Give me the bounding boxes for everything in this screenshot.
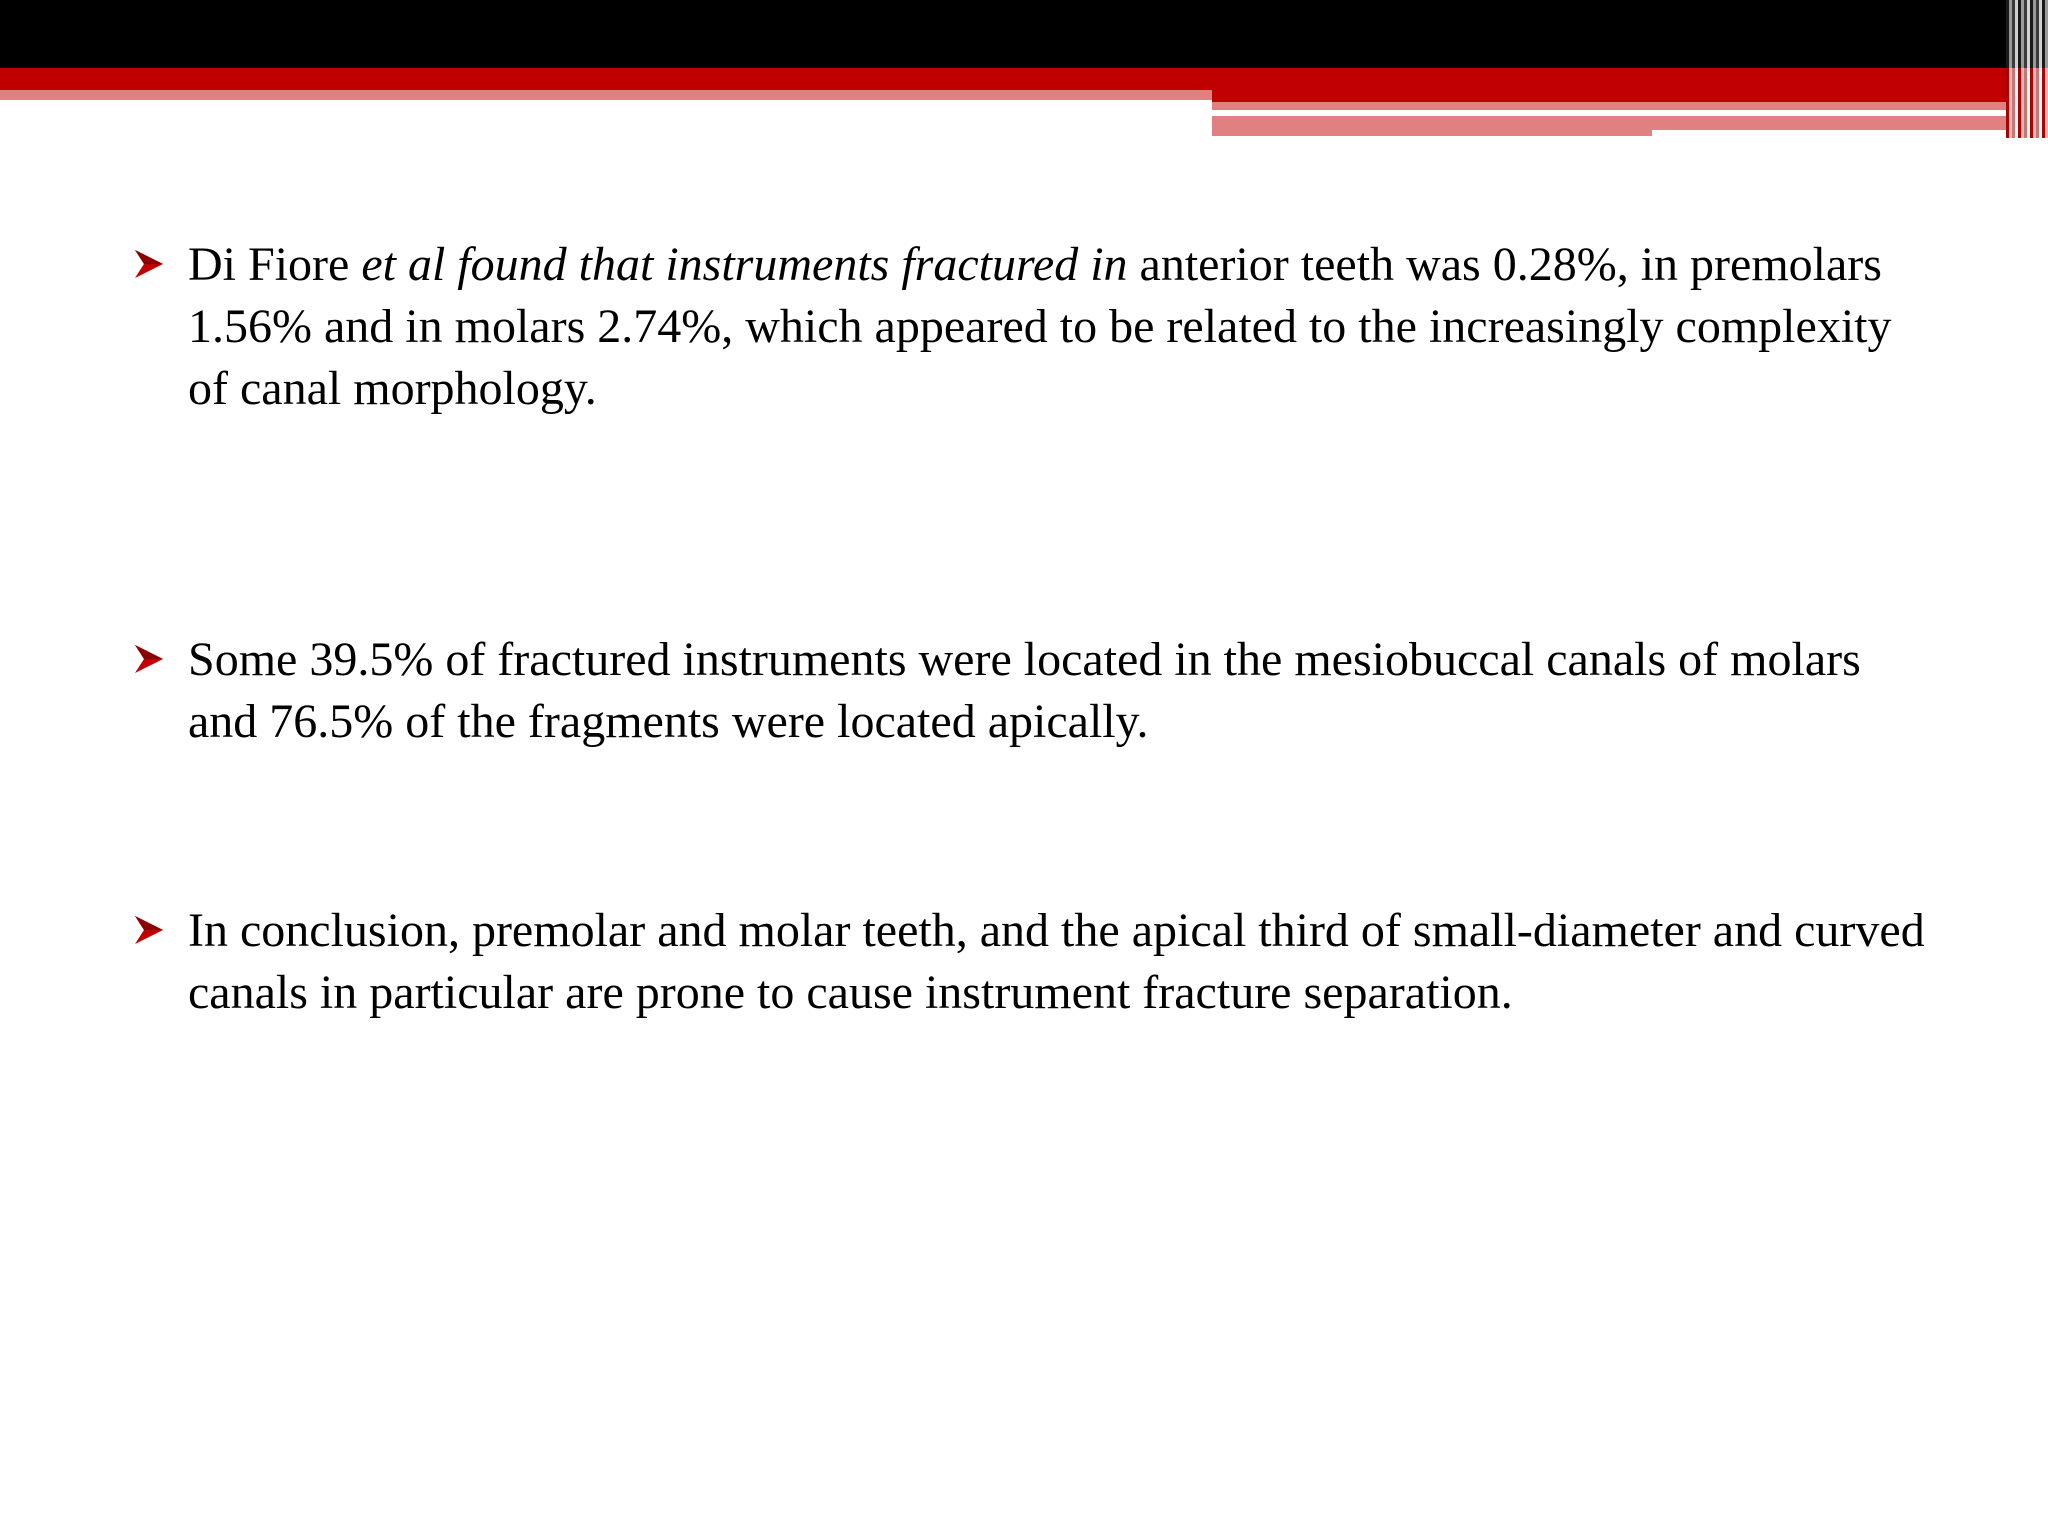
bullet-2-text: Some 39.5% of fractured instruments were located in the mesiobuccal canals of molars and 76.5% of the fragments were located apically. <box>188 633 1861 748</box>
edge-stripes-decoration-lower <box>2006 68 2048 138</box>
arrow-bullet-icon <box>132 247 166 281</box>
bullet-1-text-a: Di Fiore <box>188 238 362 291</box>
bullet-item-3 <box>130 900 1930 1024</box>
bullet-1-text-b: anterior teeth was 0.28%, in premolars 1.56% and in molars 2.74%, which appeared to be related to the increasingly complexity of canal morphology. <box>188 238 1892 415</box>
header-pink-tab-2 <box>1652 116 2010 130</box>
header-red-band-right <box>1212 90 2048 102</box>
bullet-item-2 <box>130 629 1930 753</box>
bullet-3-text: In conclusion, premolar and molar teeth, and the apical third of small-diameter and curved canals in particular are prone to cause instrument fracture separation. <box>188 904 1925 1019</box>
header-pink-band-right <box>1212 102 2048 110</box>
header-black-band <box>0 0 2048 68</box>
bullet-item-1 <box>130 234 1930 420</box>
header-pink-tab <box>1212 116 1652 136</box>
bullet-1-text-italic: et al found that instruments fractured in <box>361 238 1128 291</box>
header-pink-band-left <box>0 90 1212 100</box>
slide-content <box>130 234 1930 1024</box>
header-red-band <box>0 68 2048 90</box>
arrow-bullet-icon <box>132 913 166 947</box>
arrow-bullet-icon <box>132 642 166 676</box>
